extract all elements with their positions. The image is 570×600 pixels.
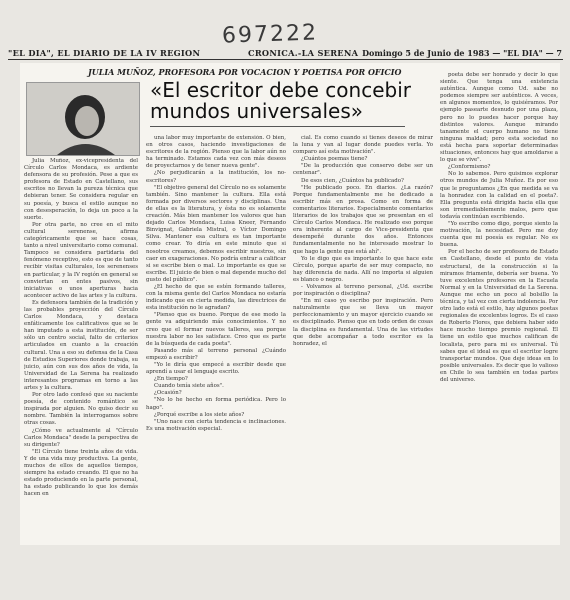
header-newspaper-name: "EL DIA", EL DIARIO DE LA IV REGION xyxy=(8,48,201,58)
article-paragraph: Julia Muñoz, ex-vicepresidenta del Círculo Carlos Mondaca, es ardiente defensora de su profesión. Pese a que es profesora de Estado en Castellano, sus escritos no llevan la pureza técnica que debieran tener. Se considera regular en su poesía, y busca el estilo aunque no con desesperación, lo deja un poco a la suerte. xyxy=(24,158,138,221)
article-paragraph: "No lo he hecho en forma periódica. Pero lo hago". xyxy=(146,397,286,411)
article-kicker: JULIA MUÑOZ, PROFESORA POR VOCACION Y POETISA POR OFICIO xyxy=(88,67,402,77)
article-paragraph: ¿Conformismo? xyxy=(448,164,491,171)
article-paragraph: Por otro lado confesó que su naciente poesía, de contenido romántico se inspirada por alguien. No quiso decir su nombre. También la interrogamos sobre otras cosas. xyxy=(24,392,138,427)
article-column-2 xyxy=(146,135,286,540)
article-paragraph: una labor muy importante de extensión. O bien, en otros casos, haciendo investigaciones de escritores de la región. Pienso que la labor aún no ha terminado. Estamos cada vez con más deseos de proyectarnos y de tener nueva gente". xyxy=(146,135,286,170)
article-paragraph: "Yo le diría que empecé a escribir desde que aprendí a usar el lenguaje escrito. xyxy=(146,362,286,376)
article-paragraph: "Uno nace con cierta tendencia e inclinaciones. Es una motivación especial. xyxy=(146,418,286,432)
article-paragraph: - Volvamos al terreno personal, ¿Ud. escribe por inspiración o disciplina? xyxy=(293,283,433,298)
article-paragraph: De esos cien, ¿Cuántos ha publicado? xyxy=(301,177,404,184)
headline-line-1: «El escritor debe concebir xyxy=(150,78,411,102)
article-paragraph: "El objetivo general del Círculo no es solamente también. Sino mantener la cultura. Ella está formada por diversos sectores y disciplinas. Una de ellas es la literatura, y ésta no es solamente creación. Más bien mantener los valores que han dejado Carlos Mondaca, Luisa Kneer, Fernando Binvignat, Gabriela Mistral, o Víctor Domingo Silva. Mantener esa cultura es tan importante como crear. Yo diría en este minuto que si nosotros creamos, debemos escribir nuestros, sin caer en exageraciones. No podría entrar a calificar si se escribe bien o mal. Lo importante es que se escribe. El juicio de bien o mal depende mucho del gusto del público". xyxy=(146,184,286,283)
article-paragraph: ¿Cómo ve actualmente al "Círculo Carlos Mondaca" desde la perspectiva de su dirigente? xyxy=(24,427,138,448)
article-paragraph: ¿En tiempo? xyxy=(154,376,188,383)
article-paragraph: cial. Es como cuando sí tienes deseos de mirar la luna y van al lugar donde puedes verla. Yo comparo así esta motivación". xyxy=(293,135,433,156)
headline-line-2: mundos universales» xyxy=(150,99,364,123)
article-paragraph: ¿Ocasión? xyxy=(154,390,182,397)
header-date: Domingo 5 de Junio de 1983 — "EL DIA" — 7 xyxy=(362,48,562,58)
article-paragraph: ¿Cuántos poemas tiene? xyxy=(301,156,368,163)
headline-rule xyxy=(150,126,405,127)
handwritten-archive-number: 697222 xyxy=(221,20,319,49)
article-headline xyxy=(150,80,411,122)
article-column-1 xyxy=(24,158,138,540)
article-column-3 xyxy=(293,135,433,431)
article-column-4 xyxy=(440,72,558,542)
header-section: CRONICA.-LA SERENA xyxy=(248,48,359,58)
article-paragraph: ¿No perjudicarán a la institución, los no-escritores? xyxy=(146,170,286,184)
article-paragraph: Es defensora también de la tradición y las probables proyección del Círculo Carlos Mondaca, y destaca enfáticamente los calificativos que se le han imputado a esta institución, de ser sólo un centro social, falto de criterios articulados en cuanto a la creación cultural. Una a eso su defensa de la Casa de Estudios Superiores donde trabaja, su juicio, aún con sus dos años de vida, la Universidad de La Serena ha realizado interesantes programas en torno a las artes y la cultura. xyxy=(24,299,138,391)
article-paragraph: "De la producción que conservo debe ser un centenar". xyxy=(293,163,433,177)
article-paragraph: "En mi caso yo escribo por inspiración. Pero naturalmente que se lleva un mayor perfeccionamiento y un mayor ejercicio cuando se es disciplinado. Pienso que en todo orden de cosas la disciplina es fundamental. Una de las virtudes que debe acompañar a todo escritor es la honradez, el xyxy=(293,298,433,347)
article-paragraph: ¿El hecho de que se estén formando talleres, con la misma gente del Carlos Mondaca no estaría indicando que en cierta medida, las directrices de esta institución no le agradan? xyxy=(146,283,286,312)
header-rule xyxy=(8,59,563,60)
article-paragraph: Cuando tenía siete años". xyxy=(154,383,224,390)
article-paragraph: Yo le digo que es importante lo que hace este Círculo, porque aparte de ser muy compacto, no hay diferencia de nada. Allí no importa si alguien es blanco o negro. xyxy=(293,255,433,283)
article-paragraph: poeta debe ser honrado y decir lo que siente. Que tenga una existencia auténtica. Aunque como Ud. sabe no podemos siempre ser auténticos. A veces, en algunos momentos, lo quisiéramos. Por ejemplo pasearte desnudo por una plaza, pero no lo puedes hacer porque hay distintos valores. Aunque mirando tanamente el cuerpo humano no tiene ninguna maldad; pero esta sociedad no está hecha para soportar determinadas situaciones, entonces hay que amoldarse a lo que se vive". xyxy=(440,72,558,164)
article-paragraph: "He publicado poco. En diarios. ¿La razón? Porque fundamentalmente me he dedicado a escribir más en prosa. Como en forma de comentarios literarios. Especialmente comentarios literarios de los trabajos que se presentan en el Círculo Carlos Mondaca. He realizado eso porque era inherente al cargo de Vice-presidenta que desempeñé durante dos años. Entonces fundamentalmente no he interesado mostrar lo que hago la gente que está ahí". xyxy=(293,184,433,255)
article-paragraph: Por otra parte, no cree en el mito cultural serenense, afirma categóricamente que se hace cosas, tanto a nivel universitario como comunal. Tampoco se considera partidaria del fenómeno receptivo, esto es que de tanto recibir visitas culturales, los serenenses en particular, y la IV región en general se conviertan en entes pasivos, sin iniciativas o unos aperturas hacia acontecer activo de las artes y la cultura. xyxy=(24,221,138,299)
article-paragraph: Pasando más al terreno personal ¿Cuándo empezó a escribir? xyxy=(146,347,286,361)
article-paragraph: "Pienso que es bueno. Porque de ese modo la gente va adquiriendo más conocimientos. Y no creo que el formar nuevos talleres, sea porque nuestra labor no les satisface. Creo que es parte de la búsqueda de cada poeta". xyxy=(146,312,286,347)
article-paragraph: No lo sabemos. Pero quisimos explorar otros mundos de Julia Muñoz. Es por eso que le preguntamos ¿En que medida se va la honradez con la calidad en el poeta?. Ella pregunta está dirigida hacia ella que son irremediablemente malos, pero que todavía continúan escribiendo. xyxy=(440,171,558,220)
article-paragraph: "Yo escribo como digo, porque siento la motivación, la necesidad. Pero me doy cuenta que mi poesía es regular. No es buena. xyxy=(440,220,558,249)
article-paragraph: Por el hecho de ser profesora de Estado en Castellano, desde el punto de vista estructural, de la construcción si la miramos friamente, debería ser buena. Yo tuve excelentes profesores en la Escuela Normal y en la Universidad de La Serena. Aunque me echo un poco al bolsillo la técnica, y tal vez con cierta indolencia. Por otro lado está el estilo, hay algunos poetas regionales de excelentes logros. Es el caso de Roberto Flores, que debiera haber sido hace mucho tiempo premio regional. El tiene un estilo que muchos califican de localista, pero para mi es universal. Tú sabes que el ideal es que el escritor logre transportar mundos. Que deje ideas en lo posible universales. Es decir que lo valioso en Chile lo sea también en todas partes del universo. xyxy=(440,249,558,384)
article-paragraph: "El Círculo tiene treinta años de vida. Y de una vida muy productiva. La gente, muchos de ellos de aquellos tiempos, siempre ha estado creando. El que no ha estado produciendo en la parte personal, ha estado publicando lo que los demás hacen en xyxy=(24,448,138,498)
author-photo xyxy=(26,82,140,156)
article-paragraph: ¿Porqué escribe a los siete años? xyxy=(154,411,245,418)
